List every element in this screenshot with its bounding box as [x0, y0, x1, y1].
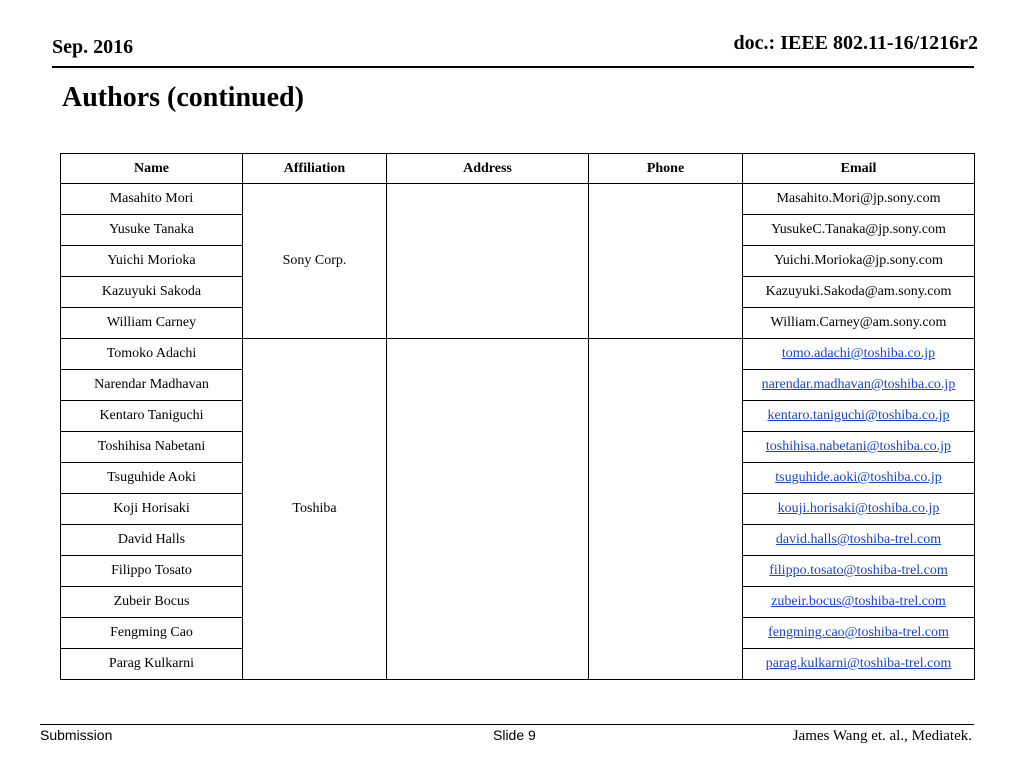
email-link[interactable]: fengming.cao@toshiba-trel.com — [768, 625, 949, 640]
author-email — [743, 618, 975, 649]
author-name: Tomoko Adachi — [61, 339, 243, 370]
author-email — [743, 463, 975, 494]
table-row — [61, 184, 975, 215]
email-link[interactable]: tomo.adachi@toshiba.co.jp — [781, 346, 936, 361]
email-link[interactable]: kentaro.taniguchi@toshiba.co.jp — [767, 408, 950, 423]
column-header-email: Email — [743, 154, 975, 184]
author-name: Koji Horisaki — [61, 494, 243, 525]
footer-submission: Submission — [40, 727, 113, 743]
author-email — [743, 587, 975, 618]
author-name: William Carney — [61, 308, 243, 339]
footer-slide-number: Slide 9 — [493, 727, 536, 743]
author-name: Parag Kulkarni — [61, 649, 243, 680]
footer-authors: James Wang et. al., Mediatek. — [792, 728, 972, 744]
author-name: Masahito Mori — [61, 184, 243, 215]
author-name: Kazuyuki Sakoda — [61, 277, 243, 308]
author-email — [743, 370, 975, 401]
author-email — [743, 401, 975, 432]
author-email — [743, 432, 975, 463]
author-name: Filippo Tosato — [61, 556, 243, 587]
phone-cell — [589, 339, 743, 680]
author-email — [743, 339, 975, 370]
slide-title: Authors (continued) — [62, 82, 304, 113]
column-header-affiliation: Affiliation — [243, 154, 387, 184]
column-header-address: Address — [387, 154, 589, 184]
author-email — [743, 649, 975, 680]
affiliation-cell: Sony Corp. — [243, 184, 387, 339]
footer-divider — [40, 724, 974, 725]
author-name: Toshihisa Nabetani — [61, 432, 243, 463]
table-header-row — [61, 154, 975, 184]
author-email: William.Carney@am.sony.com — [743, 308, 975, 339]
address-cell — [387, 184, 589, 339]
author-email: YusukeC.Tanaka@jp.sony.com — [743, 215, 975, 246]
column-header-phone: Phone — [589, 154, 743, 184]
author-name: Tsuguhide Aoki — [61, 463, 243, 494]
author-email: Masahito.Mori@jp.sony.com — [743, 184, 975, 215]
author-name: Fengming Cao — [61, 618, 243, 649]
address-cell — [387, 339, 589, 680]
email-link[interactable]: toshihisa.nabetani@toshiba.co.jp — [765, 439, 952, 454]
header-doc-id: doc.: IEEE 802.11-16/1216r2 — [733, 32, 978, 54]
author-email: Kazuyuki.Sakoda@am.sony.com — [743, 277, 975, 308]
affiliation-cell: Toshiba — [243, 339, 387, 680]
table-row — [61, 339, 975, 370]
author-email — [743, 494, 975, 525]
email-link[interactable]: kouji.horisaki@toshiba.co.jp — [777, 501, 940, 516]
email-link[interactable]: david.halls@toshiba-trel.com — [775, 532, 942, 547]
author-name: Narendar Madhavan — [61, 370, 243, 401]
author-email — [743, 556, 975, 587]
column-header-name: Name — [61, 154, 243, 184]
author-name: Yusuke Tanaka — [61, 215, 243, 246]
email-link[interactable]: filippo.tosato@toshiba-trel.com — [769, 563, 948, 578]
email-link[interactable]: parag.kulkarni@toshiba-trel.com — [765, 656, 952, 671]
email-link[interactable]: narendar.madhavan@toshiba.co.jp — [761, 377, 956, 392]
author-email — [743, 525, 975, 556]
author-email: Yuichi.Morioka@jp.sony.com — [743, 246, 975, 277]
email-link[interactable]: tsuguhide.aoki@toshiba.co.jp — [775, 470, 942, 485]
header-divider — [52, 66, 974, 68]
phone-cell — [589, 184, 743, 339]
author-name: Zubeir Bocus — [61, 587, 243, 618]
author-name: Kentaro Taniguchi — [61, 401, 243, 432]
author-name: Yuichi Morioka — [61, 246, 243, 277]
author-name: David Halls — [61, 525, 243, 556]
email-link[interactable]: zubeir.bocus@toshiba-trel.com — [771, 594, 946, 609]
header-date: Sep. 2016 — [52, 36, 134, 58]
authors-table — [60, 153, 975, 680]
